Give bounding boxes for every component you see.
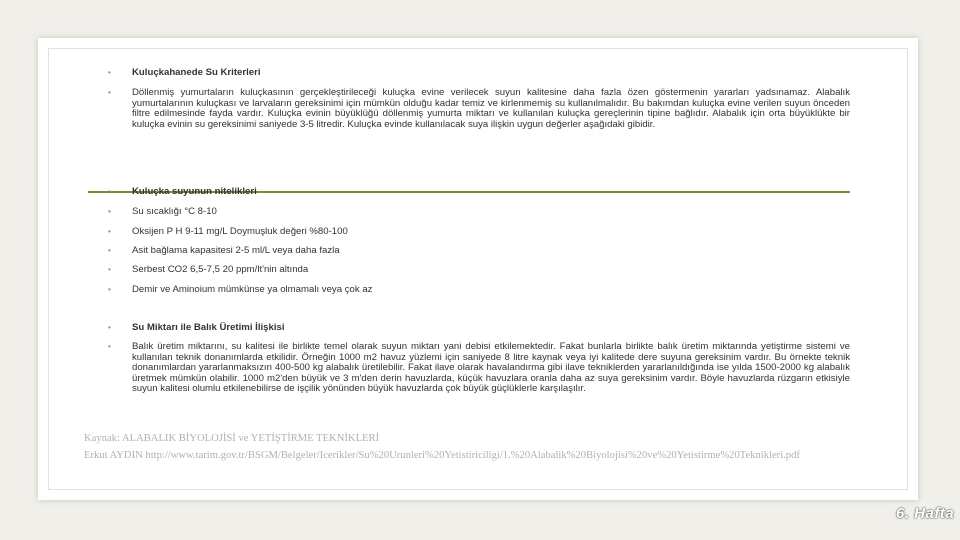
bullet-icon: • — [108, 88, 111, 97]
quality-item: Su sıcaklığı °C 8-10 — [132, 206, 217, 217]
bullet-icon: • — [108, 285, 111, 294]
slide — [38, 38, 918, 500]
source-title: Kaynak: ALABALIK BİYOLOJİSİ ve YETİŞTİRME TEKNİKLERİ — [84, 433, 380, 444]
source-link[interactable]: Erkut AYDIN http://www.tarim.gov.tr/BSGM/Belgeler/Icerikler/Su%20Urunleri%20Yetistiriciligi/1.%20Alabalik%20Biyolojisi%20ve%20Yetistirme%20Teknikleri.pdf — [84, 450, 800, 461]
bullet-icon: • — [108, 342, 111, 351]
bullet-icon: • — [108, 207, 111, 216]
source-citation — [84, 430, 884, 464]
section1-paragraph: Döllenmiş yumurtaların kuluçkasının gerçekleştirileceği kuluçka evine verilecek suyun kalitesine daha fazla özen göstermenin yararları yadsınamaz. Alabalık yumurtalarının kuluçkası ve larvaların gereksinimi için mümkün olduğu kadar temiz ve kirlenmemiş su kullanılmalıdır. Bu bakımdan kuluçka evine verilen suyun önceden filtre edilmesinde fayda vardır. Kuluçka evinin büyüklüğü döllenmiş yumurta miktarı ve kullanılan kuluçka gereçlerinin tipine bağlıdır. Alabalık için orta büyüklükte bir kuluçka evinin su gereksinimi saniyede 3-5 litredir. Kuluçka evinde kullanılacak suya ilişkin uygun değerler aşağıdaki gibidir. — [132, 87, 850, 130]
bullet-icon: • — [108, 68, 111, 77]
section2-heading: Kuluçka suyunun nitelikleri — [132, 186, 257, 197]
section3-paragraph: Balık üretim miktarını, su kalitesi ile birlikte temel olarak suyun miktarı yani debisi etkilemektedir. Fakat bunlarla birlikte balık üretim miktarında yetiştirme sistemi ve kullanılan teknik donanımlarda etkilidir. Örneğin 1000 m2 havuz yüzlemi için saniyede 8 litre kaynak veya iyi kalitede dere suyuna gereksinim vardır. Bu örnekte teknik donanımlardan yararlanmaksızın 400-500 kg alabalık üretilebilir. Fakat ilave olarak havalandırma gibi ilave tekniklerden yararlanıldığında ise yılda 1500-2000 kg alabalık üretmek mümkün olabilir. 1000 m2'den büyük ve 3 m'den derin havuzlarda, küçük havuzlara oranla daha az suya gereksinim vardır. Böyle havuzlarda rüzgarın etkisiyle suyun kalitesi olumlu etkilenebilirse de işçilik yönünden büyük havuzlarda çok büyük güçlüklerle karşılaşılır. — [132, 341, 850, 395]
bullet-icon: • — [108, 323, 111, 332]
section1-heading: Kuluçkahanede Su Kriterleri — [132, 67, 261, 78]
quality-item: Oksijen P H 9-11 mg/L Doymuşluk değeri %80-100 — [132, 226, 348, 237]
section3-heading: Su Miktarı ile Balık Üretimi İlişkisi — [132, 322, 285, 333]
quality-item: Asit bağlama kapasitesi 2-5 ml/L veya daha fazla — [132, 245, 340, 256]
quality-item: Demir ve Aminoium mümkünse ya olmamalı veya çok az — [132, 284, 373, 295]
bullet-icon: • — [108, 265, 111, 274]
quality-item: Serbest CO2 6,5-7,5 20 ppm/lt'nin altında — [132, 264, 309, 275]
bullet-icon: • — [108, 187, 111, 196]
week-label: 6. Hafta — [896, 505, 955, 522]
bullet-icon: • — [108, 246, 111, 255]
bullet-icon: • — [108, 227, 111, 236]
